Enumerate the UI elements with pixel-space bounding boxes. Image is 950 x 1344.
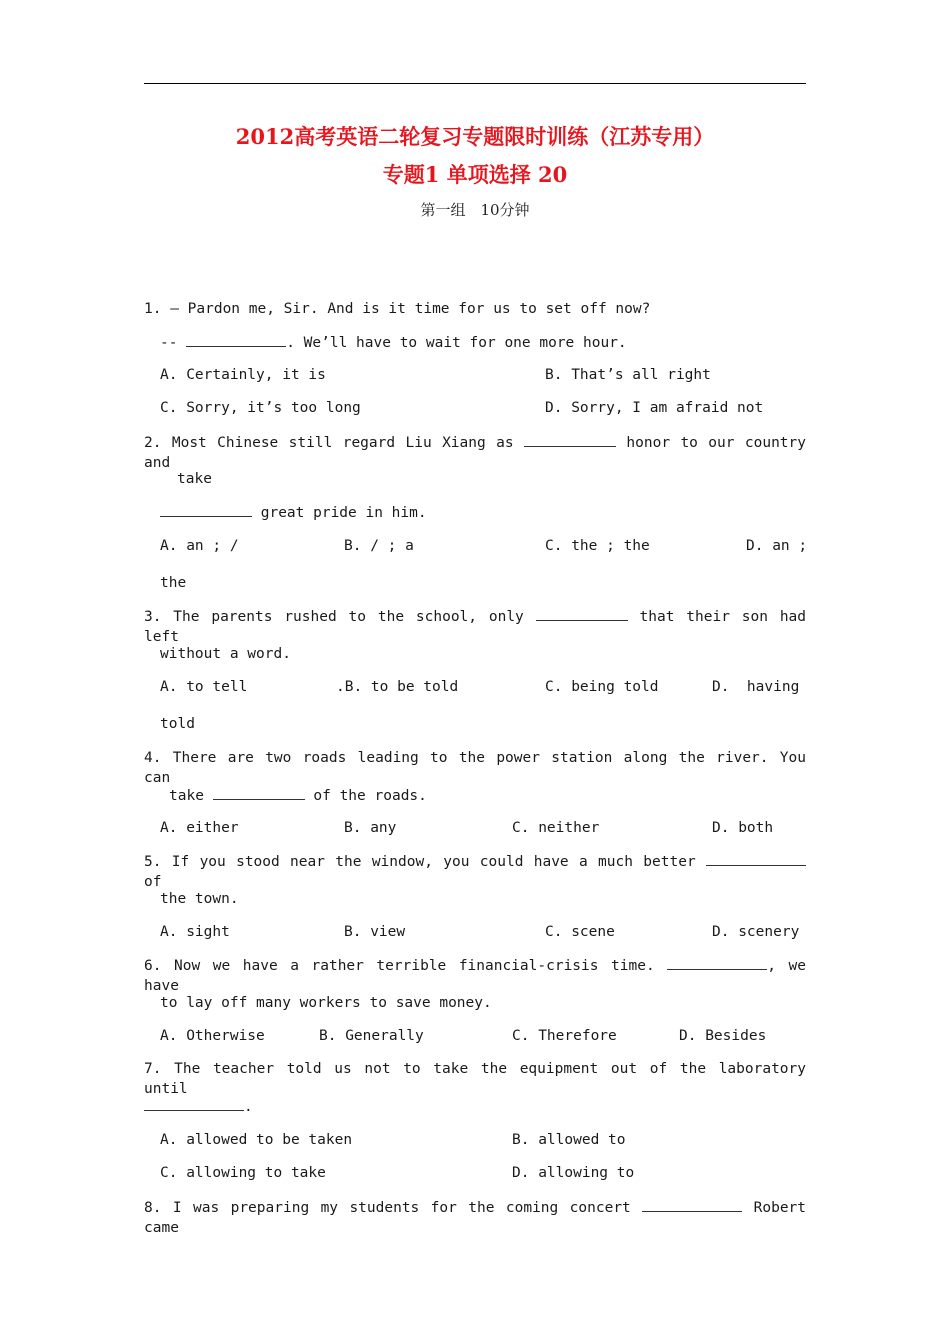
- page-subtitle: 专题1 单项选择 20: [382, 162, 568, 187]
- q3-option-d-cont: told: [160, 716, 195, 732]
- q8-stem: 8. I was preparing my students for the coming concert Robert came: [144, 1197, 806, 1238]
- q3-option-a[interactable]: A. to tell: [160, 679, 248, 695]
- q6-option-c[interactable]: C. Therefore: [512, 1028, 617, 1044]
- q4-option-d[interactable]: D. both: [712, 820, 774, 836]
- q4-option-b[interactable]: B. any: [344, 820, 397, 836]
- answer-blank[interactable]: [536, 606, 628, 621]
- answer-blank[interactable]: [667, 955, 767, 970]
- q1-option-b[interactable]: B. That’s all right: [545, 367, 711, 383]
- answer-blank[interactable]: [160, 502, 252, 517]
- q2-option-c[interactable]: C. the ; the: [545, 538, 650, 554]
- q1-stem: 1. – Pardon me, Sir. And is it time for us to set off now?: [144, 301, 651, 317]
- q1-option-a[interactable]: A. Certainly, it is: [160, 367, 326, 383]
- q4-option-c[interactable]: C. neither: [512, 820, 600, 836]
- q1-option-c[interactable]: C. Sorry, it’s too long: [160, 400, 361, 416]
- q6-option-d[interactable]: D. Besides: [679, 1028, 767, 1044]
- q3-option-b[interactable]: .B. to be told: [336, 679, 459, 695]
- page-title: 2012高考英语二轮复习专题限时训练（江苏专用）: [235, 124, 715, 149]
- q2-stem-line3: great pride in him.: [160, 502, 427, 523]
- q6-stem-cont: to lay off many workers to save money.: [160, 995, 492, 1011]
- header-rule: [144, 83, 806, 84]
- q2-stem-cont: take: [177, 471, 212, 487]
- answer-blank[interactable]: [706, 851, 806, 866]
- q6-option-a[interactable]: A. Otherwise: [160, 1028, 265, 1044]
- q5-option-b[interactable]: B. view: [344, 924, 406, 940]
- q1-option-d[interactable]: D. Sorry, I am afraid not: [545, 400, 764, 416]
- q2-option-a[interactable]: A. an ; /: [160, 538, 239, 554]
- q7-option-b[interactable]: B. allowed to: [512, 1132, 626, 1148]
- q1-reply: -- . We’ll have to wait for one more hour.: [160, 332, 627, 353]
- q7-stem-cont: .: [144, 1096, 253, 1117]
- answer-blank[interactable]: [642, 1197, 742, 1212]
- q2-option-d[interactable]: D. an ;: [746, 538, 808, 554]
- q3-stem: 3. The parents rushed to the school, only that their son had left: [144, 606, 806, 647]
- q3-stem-cont: without a word.: [160, 646, 291, 662]
- q3-option-c[interactable]: C. being told: [545, 679, 659, 695]
- group-label: 第一组 10分钟: [420, 201, 530, 219]
- q2-option-d-cont: the: [160, 575, 187, 591]
- q2-stem: 2. Most Chinese still regard Liu Xiang as honor to our country and: [144, 432, 806, 473]
- q5-option-c[interactable]: C. scene: [545, 924, 615, 940]
- q5-stem: 5. If you stood near the window, you could have a much better of: [144, 851, 806, 892]
- answer-blank[interactable]: [144, 1096, 244, 1111]
- answer-blank[interactable]: [186, 332, 286, 347]
- q4-stem-cont: take of the roads.: [169, 785, 427, 806]
- q3-option-d[interactable]: D. having: [712, 679, 800, 695]
- q6-option-b[interactable]: B. Generally: [319, 1028, 424, 1044]
- q2-option-b[interactable]: B. / ; a: [344, 538, 414, 554]
- q7-stem: 7. The teacher told us not to take the equipment out of the laboratory until: [144, 1061, 806, 1097]
- answer-blank[interactable]: [213, 785, 305, 800]
- q7-option-d[interactable]: D. allowing to: [512, 1165, 635, 1181]
- q5-stem-cont: the town.: [160, 891, 239, 907]
- q5-option-d[interactable]: D. scenery: [712, 924, 800, 940]
- q4-stem: 4. There are two roads leading to the power station along the river. You can: [144, 750, 806, 786]
- q7-option-c[interactable]: C. allowing to take: [160, 1165, 326, 1181]
- q4-option-a[interactable]: A. either: [160, 820, 239, 836]
- answer-blank[interactable]: [524, 432, 616, 447]
- q6-stem: 6. Now we have a rather terrible financial-crisis time. , we have: [144, 955, 806, 996]
- q7-option-a[interactable]: A. allowed to be taken: [160, 1132, 353, 1148]
- q5-option-a[interactable]: A. sight: [160, 924, 230, 940]
